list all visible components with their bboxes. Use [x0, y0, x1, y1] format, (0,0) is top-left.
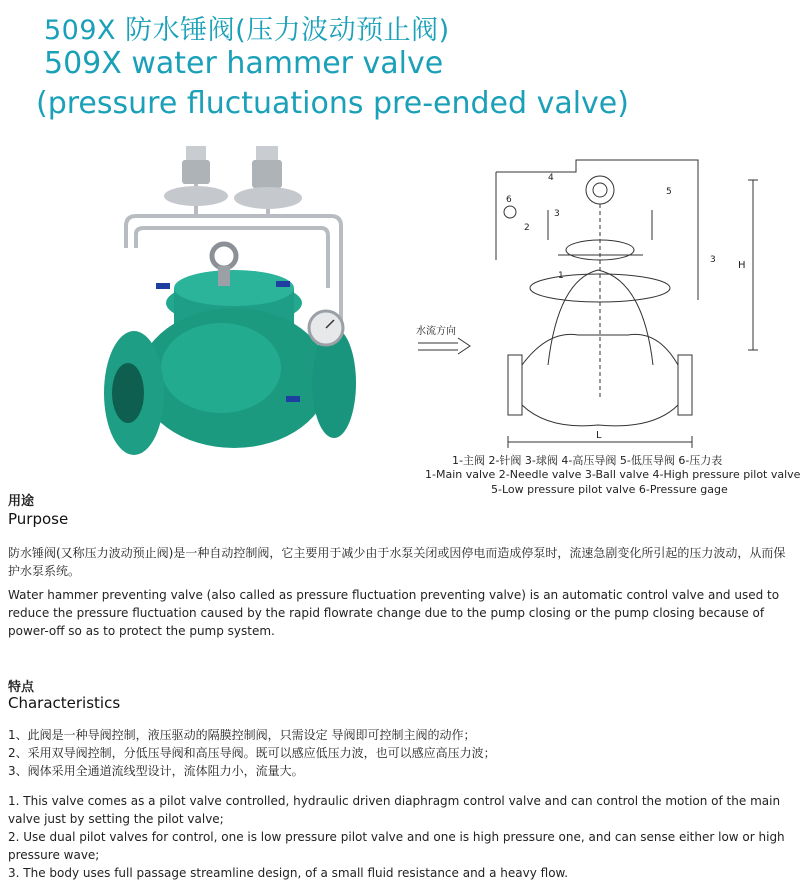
diagram-legend-en-2: 5-Low pressure pilot valve 6-Pressure gage: [491, 483, 728, 496]
flow-direction-label: 水流方向: [416, 326, 456, 337]
characteristic-en-3: 3. The body uses full passage streamline design, of a small fluid resistance and a heavy flow.: [8, 866, 569, 880]
characteristic-zh-1: 1、此阀是一种导阀控制，液压驱动的隔膜控制阀，只需设定 导阀即可控制主阀的动作；: [8, 728, 476, 742]
callout-6: 6: [506, 195, 512, 205]
dimension-l-label: L: [596, 430, 602, 441]
purpose-text-zh: 防水锤阀(又称压力波动预止阀)是一种自动控制阀，它主要用于减少由于水泵关闭或因停电而造成停泵时，流速急剧变化所引起的压力波动，从而保护水泵系统。: [8, 546, 786, 578]
valve-diagram: [408, 150, 776, 450]
characteristic-zh-3: 3、阀体采用全通道流线型设计，流体阻力小，流量大。: [8, 764, 304, 778]
callout-4: 4: [548, 173, 554, 183]
purpose-text-en: Water hammer preventing valve (also called as pressure fluctuation preventing valve) is an automatic control valve and used to reduce the pressure fluctuation caused by the rapid flowrate change due to the pump closing or the pump closing because of power-off so as to protect the pump system.: [8, 588, 780, 638]
characteristic-en-2: 2. Use dual pilot valves for control, one is low pressure pilot valve and one is high pressure one, and can sense either low or high pressure wave;: [8, 830, 785, 862]
callout-2: 2: [524, 223, 530, 233]
diagram-legend-zh: 1-主阀 2-针阀 3-球阀 4-高压导阀 5-低压导阀 6-压力表: [452, 454, 723, 467]
characteristics-heading-en: Characteristics: [8, 694, 121, 712]
callout-3: 3: [554, 209, 560, 219]
characteristic-zh-2: 2、采用双导阀控制，分低压导阀和高压导阀。既可以感应低压力波，也可以感应高压力波；: [8, 746, 496, 760]
purpose-heading-en: Purpose: [8, 510, 69, 528]
purpose-heading-zh: 用途: [8, 494, 35, 509]
diagram-legend-en-1: 1-Main valve 2-Needle valve 3-Ball valve 4-High pressure pilot valve: [425, 468, 800, 481]
callout-1: 1: [558, 271, 564, 281]
title-english: 509X water hammer valve: [44, 46, 444, 81]
dimension-h-label: H: [738, 260, 746, 271]
characteristics-list-zh: [8, 726, 792, 780]
callout-5: 5: [666, 187, 672, 197]
characteristics-heading-zh: 特点: [8, 680, 35, 695]
title-chinese: 509X 防水锤阀(压力波动预止阀): [44, 15, 450, 46]
characteristics-list-en: [8, 792, 792, 882]
callout-3b: 3: [710, 255, 716, 265]
valve-photo: [96, 138, 366, 468]
characteristic-en-1: 1. This valve comes as a pilot valve controlled, hydraulic driven diaphragm control valve and can control the motion of the main valve just by setting the pilot valve;: [8, 794, 781, 826]
title-english-subtitle: (pressure fluctuations pre-ended valve): [36, 86, 629, 121]
